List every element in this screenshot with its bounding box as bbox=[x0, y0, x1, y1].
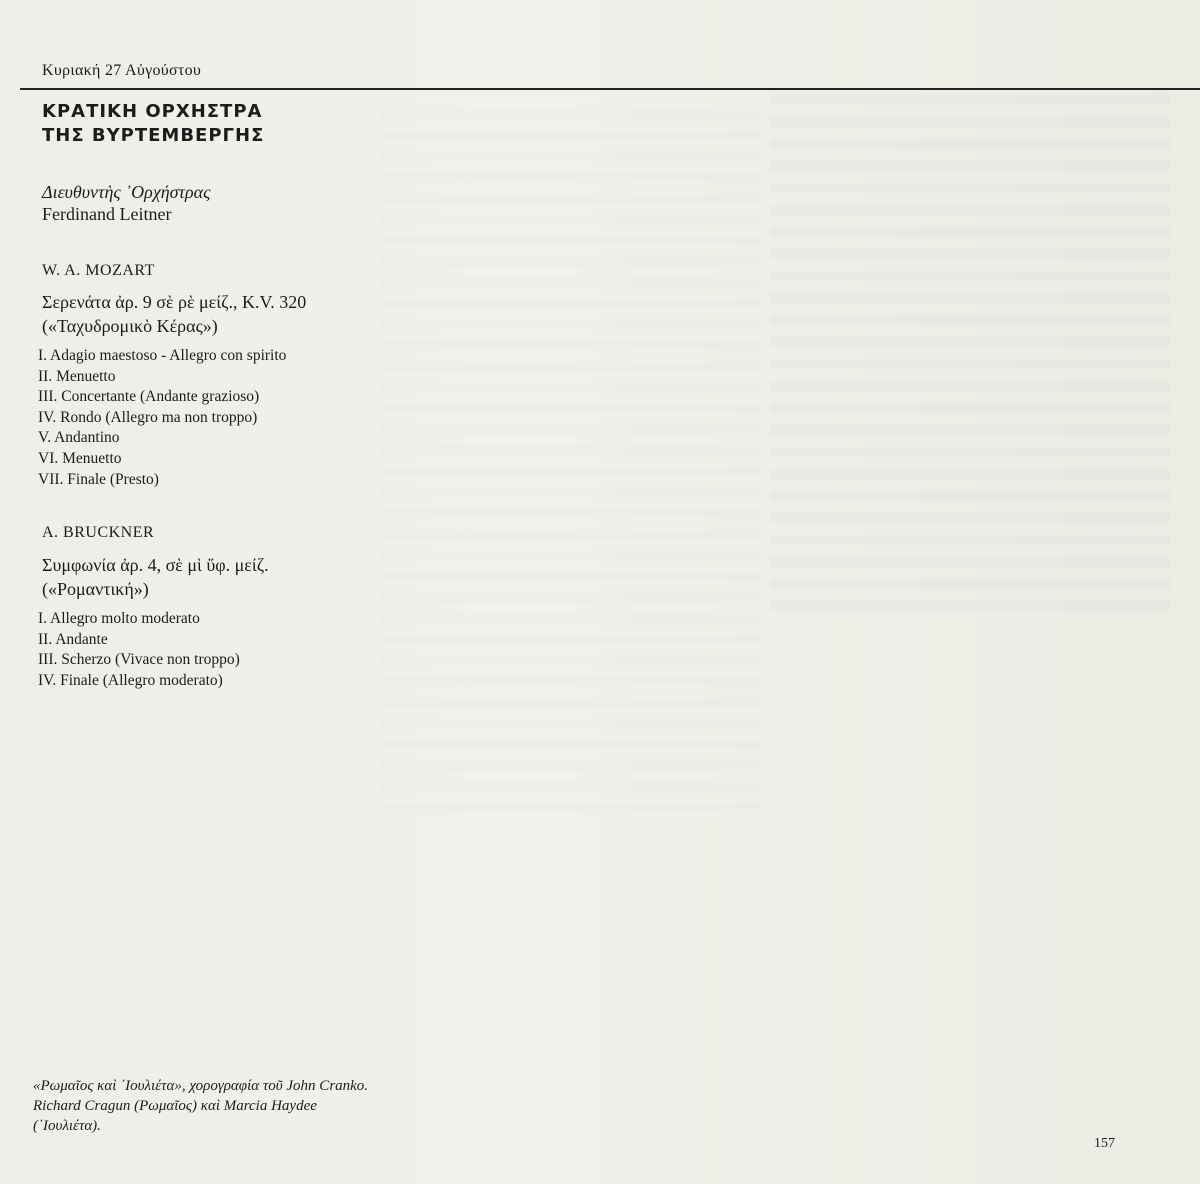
movement-item: III. Concertante (Andante grazioso) bbox=[38, 388, 260, 406]
work-title-line2: («Ταχυδρομικὸ Κέρας») bbox=[42, 316, 218, 336]
orchestra-name-line1: ΚΡΑΤΙΚΗ ΟΡΧΗΣΤΡΑ bbox=[42, 101, 263, 122]
bleed-through-text bbox=[770, 95, 1170, 615]
photo-caption bbox=[33, 1076, 368, 1136]
page-number: 157 bbox=[1094, 1136, 1115, 1151]
movement-item: II. Andante bbox=[38, 630, 108, 648]
movement-item: II. Menuetto bbox=[38, 367, 116, 385]
movement-list-mozart bbox=[38, 346, 286, 490]
orchestra-name bbox=[42, 100, 264, 148]
composer-mozart: W. A. MOZART bbox=[42, 262, 155, 279]
conductor-name: Ferdinand Leitner bbox=[42, 204, 172, 224]
movement-list-bruckner bbox=[38, 609, 240, 691]
movement-item: VI. Menuetto bbox=[38, 449, 122, 467]
page-header-date: Κυριακή 27 Αὐγούστου bbox=[42, 62, 202, 79]
movement-item: I. Adagio maestoso - Allegro con spirito bbox=[38, 347, 287, 364]
work-title-line2: («Ρομαντική») bbox=[42, 579, 149, 599]
work-title-line1: Σερενάτα ἀρ. 9 σὲ ρὲ μείζ., K.V. 320 bbox=[42, 292, 307, 312]
movement-item: III. Scherzo (Vivace non troppo) bbox=[38, 651, 240, 669]
header-rule bbox=[20, 88, 1200, 90]
movement-item: IV. Rondo (Allegro ma non troppo) bbox=[38, 408, 258, 426]
orchestra-name-line2: ΤΗΣ ΒΥΡΤΕΜΒΕΡΓΗΣ bbox=[42, 125, 265, 146]
composer-bruckner: A. BRUCKNER bbox=[42, 524, 155, 541]
movement-item: V. Andantino bbox=[38, 429, 120, 447]
bleed-through-text bbox=[380, 110, 760, 810]
work-title-mozart bbox=[42, 290, 306, 338]
movement-item: IV. Finale (Allegro moderato) bbox=[38, 671, 223, 689]
movement-item: I. Allegro molto moderato bbox=[38, 610, 200, 627]
movement-item: VII. Finale (Presto) bbox=[38, 470, 159, 488]
caption-line1: «Ρωμαῖος καὶ ᾿Ιουλιέτα», χορογραφία τοῦ John Cranko. bbox=[33, 1078, 369, 1094]
work-title-line1: Συμφωνία ἀρ. 4, σὲ μὶ ὕφ. μείζ. bbox=[42, 555, 269, 575]
work-title-bruckner bbox=[42, 553, 269, 601]
conductor-label: Διευθυντὴς ᾿Ορχήστρας bbox=[42, 182, 211, 202]
caption-line2: Richard Cragun (Ρωμαῖος) καὶ Marcia Haydee bbox=[33, 1098, 317, 1114]
caption-line3: (᾿Ιουλιέτα). bbox=[33, 1118, 101, 1134]
